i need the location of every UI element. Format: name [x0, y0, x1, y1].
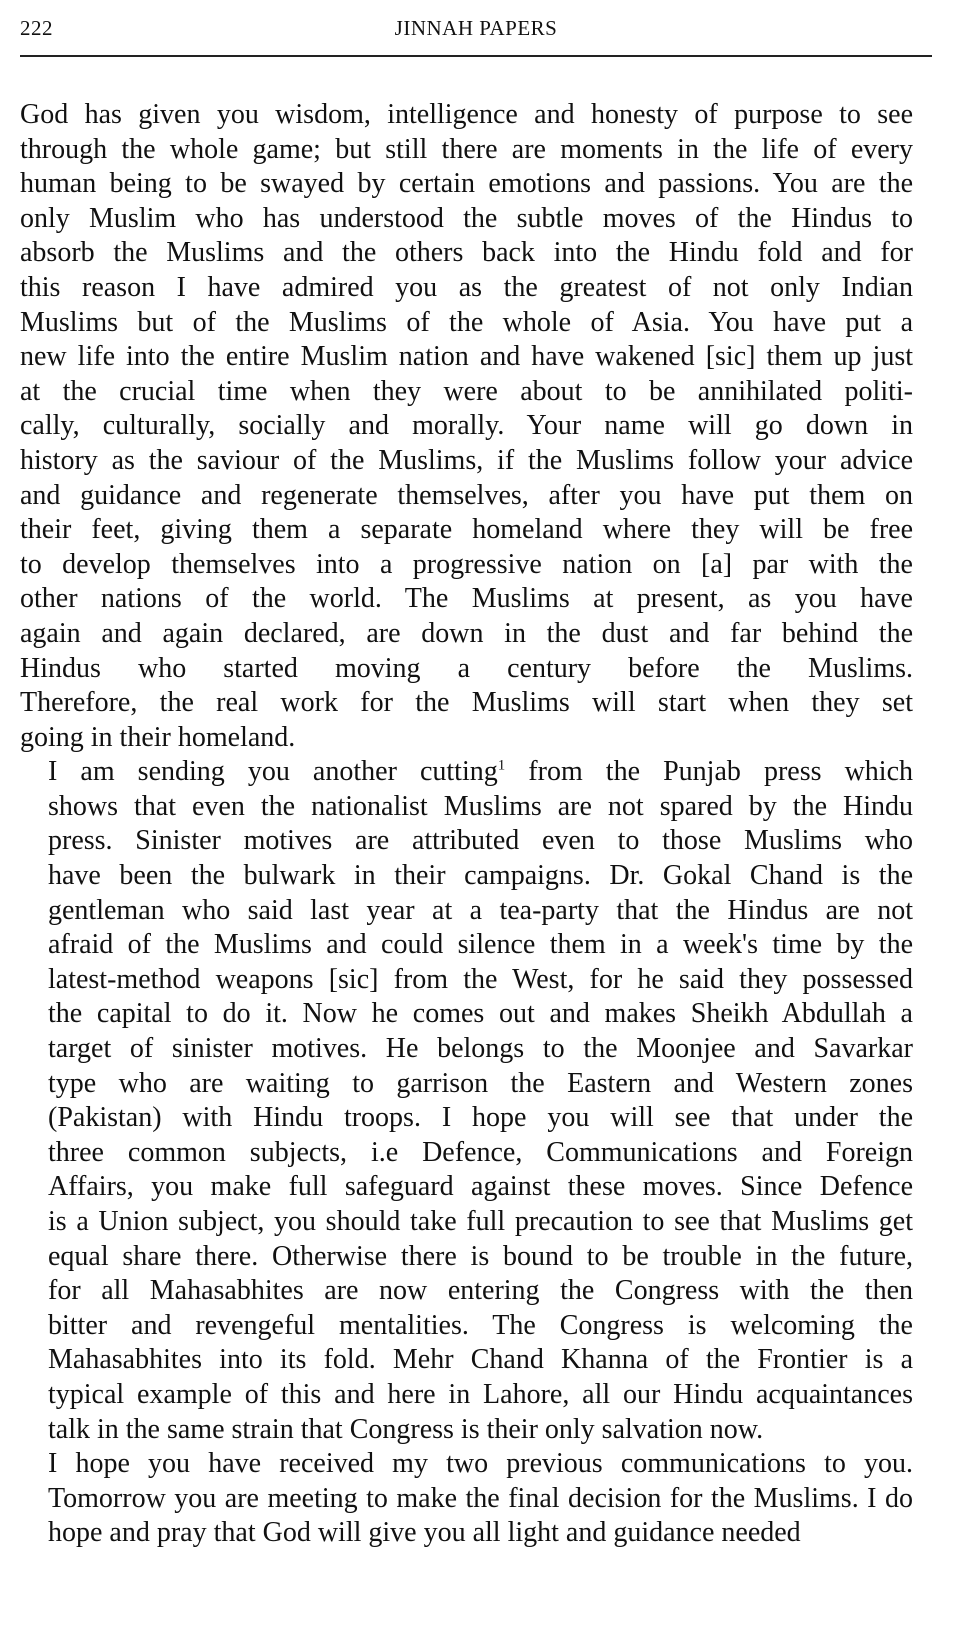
body-text — [20, 98, 913, 1551]
text-line: bitter and revengeful mentalities. The Congress is welcoming the — [48, 1309, 913, 1341]
text-line: afraid of the Muslims and could silence them in a week's time by the — [48, 929, 913, 961]
text-line: gentleman who said last year at a tea-party that the Hindus are not — [48, 894, 913, 926]
text-line: equal share there. Otherwise there is bound to be trouble in the future, — [48, 1240, 913, 1272]
text-line: through the whole game; but still there are moments in the life of every — [20, 133, 913, 165]
text-line: shows that even the nationalist Muslims are not spared by the Hindu — [48, 790, 913, 822]
text-line: human being to be swayed by certain emotions and passions. You are the — [20, 168, 913, 200]
text-line: have been the bulwark in their campaigns. Dr. Gokal Chand is the — [48, 860, 913, 892]
text-line: their feet, giving them a separate homeland where they will be free — [20, 514, 913, 546]
text-line: and guidance and regenerate themselves, after you have put them on — [20, 479, 913, 511]
text-line: Tomorrow you are meeting to make the final decision for the Muslims. I do — [48, 1482, 913, 1514]
text-line: to develop themselves into a progressive nation on [a] par with the — [20, 548, 913, 580]
text-line: other nations of the world. The Muslims at present, as you have — [20, 583, 913, 615]
paragraph — [20, 755, 913, 1447]
paragraph — [20, 1447, 913, 1551]
text-line: again and again declared, are down in the dust and far behind the — [20, 617, 913, 649]
header-rule — [20, 55, 932, 57]
page-number: 222 — [20, 16, 53, 40]
text-line: God has given you wisdom, intelligence and honesty of purpose to see — [20, 99, 913, 130]
text-line: Mahasabhites into its fold. Mehr Chand Khanna of the Frontier is a — [48, 1344, 913, 1376]
text-line: I am sending you another cutting$^1$ from the Punjab press which — [48, 756, 913, 788]
text-line: this reason I have admired you as the greatest of not only Indian — [20, 271, 913, 303]
text-line: cally, culturally, socially and morally. Your name will go down in — [20, 410, 913, 442]
text-line: Hindus who started moving a century before the Muslims. — [20, 652, 913, 684]
page-header — [20, 14, 932, 44]
text-line: history as the saviour of the Muslims, if the Muslims follow your advice — [20, 444, 913, 476]
running-title: JINNAH PAPERS — [394, 16, 558, 40]
text-line: going in their homeland. — [20, 721, 296, 753]
text-line: type who are waiting to garrison the Eastern and Western zones — [48, 1067, 913, 1099]
text-line: (Pakistan) with Hindu troops. I hope you will see that under the — [48, 1102, 913, 1134]
text-line: typical example of this and here in Lahore, all our Hindu acquaintances — [48, 1378, 913, 1410]
text-line: only Muslim who has understood the subtle moves of the Hindus to — [20, 202, 913, 234]
text-line: is a Union subject, you should take full precaution to see that Muslims get — [48, 1206, 913, 1237]
text-line: Affairs, you make full safeguard against these moves. Since Defence — [48, 1171, 913, 1203]
text-line: hope and pray that God will give you all light and guidance needed — [48, 1517, 801, 1549]
footnote-marker: 1 — [497, 757, 506, 774]
text-line: the capital to do it. Now he comes out and makes Sheikh Abdullah a — [48, 998, 913, 1030]
paragraph — [20, 98, 913, 755]
text-line: at the crucial time when they were about to be annihilated politi- — [20, 375, 913, 407]
text-line: press. Sinister motives are attributed even to those Muslims who — [48, 825, 913, 857]
text-line: I hope you have received my two previous communications to you. — [48, 1448, 913, 1480]
text-line: Therefore, the real work for the Muslims will start when they set — [20, 687, 913, 719]
text-line: absorb the Muslims and the others back into the Hindu fold and for — [20, 237, 913, 269]
text-line: Muslims but of the Muslims of the whole of Asia. You have put a — [20, 306, 913, 338]
text-line: latest-method weapons [sic] from the West, for he said they possessed — [48, 963, 913, 995]
text-line: three common subjects, i.e Defence, Communications and Foreign — [48, 1136, 913, 1168]
text-line: for all Mahasabhites are now entering the Congress with the then — [48, 1275, 913, 1307]
text-line: target of sinister motives. He belongs to the Moonjee and Savarkar — [48, 1033, 913, 1065]
text-line: new life into the entire Muslim nation and have wakened [sic] them up just — [20, 341, 913, 373]
text-line: talk in the same strain that Congress is their only salvation now. — [48, 1413, 764, 1445]
